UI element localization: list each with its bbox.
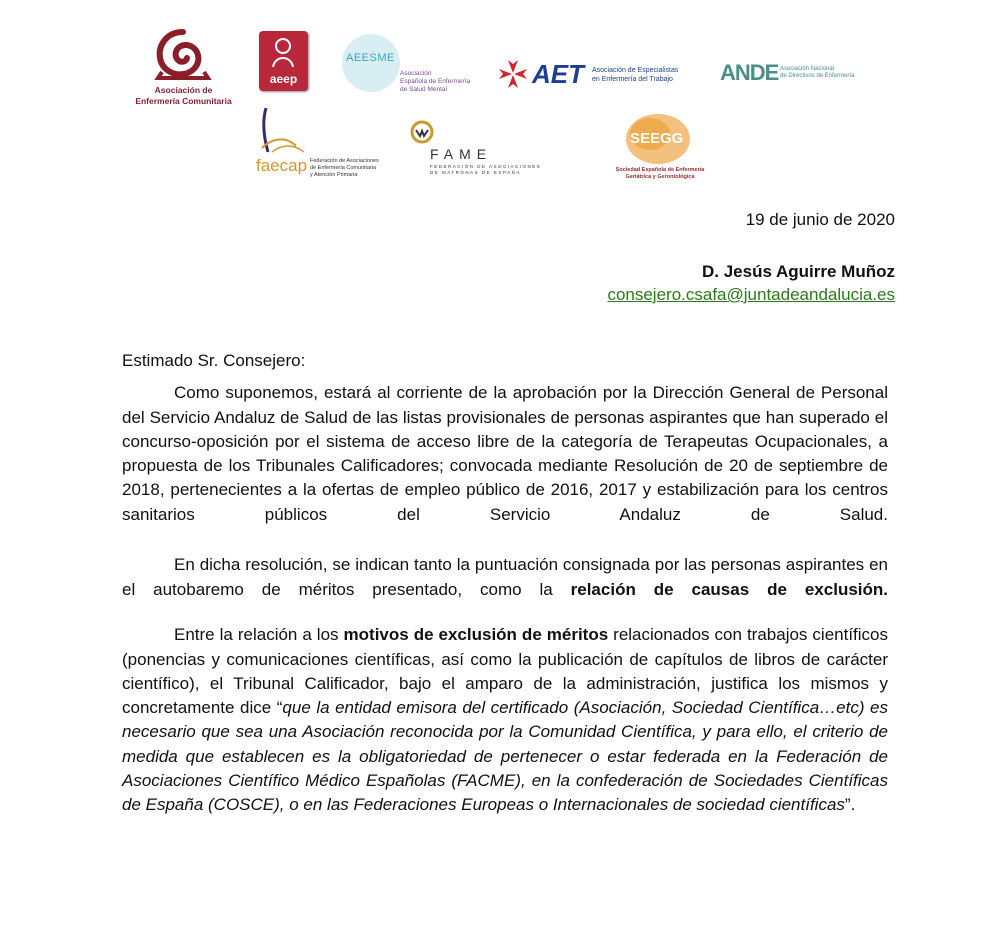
faecap-name: faecap xyxy=(256,156,308,175)
paragraph-3-text-a: Entre la relación a los xyxy=(174,625,344,645)
recipient-email-link[interactable]: consejero.csafa@juntadeandalucia.es xyxy=(607,285,895,304)
logo-aeesme xyxy=(340,32,480,94)
paragraph-1 xyxy=(122,381,888,541)
paragraph-2 xyxy=(122,553,888,611)
fame-line2: DE MATRONAS DE ESPAÑA xyxy=(430,170,521,175)
aet-name: AET xyxy=(532,59,584,89)
paragraph-3 xyxy=(122,623,888,817)
aec-line1: Asociación de xyxy=(154,85,213,95)
logo-faecap xyxy=(252,108,382,188)
ande-line2: de Directivos de Enfermería xyxy=(780,73,855,79)
aeep-child-icon xyxy=(259,33,308,73)
paragraph-2-bold: relación de causas de exclusión. xyxy=(570,579,888,599)
paragraph-1-text: Como suponemos, estará al corriente de la aprobación por la Dirección General de Personal del Servicio Andaluz de Salud de las listas provisionales de personas aspirantes que han superado el concurso-oposición por el sistema de acceso libre de la categoría de Terapeutas Ocupacionales, a propuesta de los Tribunales Calificadores; convocada mediante Resolución de 20 de septiembre de 2018, pertenecientes a la ofertas de empleo público de 2016, 2017 y estabilización para los centros sanitarios públicos del Servicio Andaluz de Salud. xyxy=(122,383,888,524)
ande-name: ANDE xyxy=(720,60,779,85)
seegg-line1: Sociedad Española de Enfermería xyxy=(615,167,705,173)
letter-date: 19 de junio de 2020 xyxy=(745,210,895,229)
recipient-name: D. Jesús Aguirre Muñoz xyxy=(701,262,895,281)
fame-line1: FEDERACIÓN DE ASOCIACIONES xyxy=(430,164,542,169)
logo-ande xyxy=(720,60,860,90)
paragraph-3-text-c: relacionados con trabajos científicos (ponencias y comunicaciones científicas, así como la publicación de capítulos de libros de carácter científico), el Tribunal Calificador, bajo el amparo de la administración, justifica los mismos y concretamente dice “ xyxy=(122,625,888,718)
recipient-block xyxy=(607,260,895,306)
aeesme-line2: Española de Enfermería xyxy=(400,78,471,85)
paragraph-3-quote: que la entidad emisora del certificado (Asociación, Sociedad Científica…etc) es necesario que sea una Asociación reconocida por la Comunidad Científica, y para ello, el criterio de medida que establecen es la obligatoriedad de pertenecer o estar federada en la Federación de Asociaciones Científico Médico Españolas (FACME), en la confederación de Sociedades Científicas de España (COSCE), o en las Federaciones Europeas o Internacionales de sociedad científicas xyxy=(122,698,888,815)
fame-emblem-icon xyxy=(410,120,434,144)
seegg-line2: Geriátrica y Gerontológica xyxy=(625,174,695,180)
aeesme-line3: de Salud Mental xyxy=(400,86,447,93)
faecap-line2: de Enfermería Comunitaria xyxy=(310,165,377,171)
logo-seegg xyxy=(610,112,720,184)
maltese-cross-icon xyxy=(497,58,529,90)
paragraph-3-bold: motivos de exclusión de méritos xyxy=(343,625,609,645)
letter-body xyxy=(122,349,888,830)
aet-line1: Asociación de Especialistas xyxy=(592,67,679,74)
logo-aet xyxy=(497,58,697,94)
quill-icon xyxy=(252,108,312,163)
aeesme-line1: Asociación xyxy=(400,70,432,77)
aet-line2: en Enfermería del Trabajo xyxy=(592,76,673,83)
paragraph-2-text: En dicha resolución, se indican tanto la puntuación consignada por las personas aspirantes en el autobaremo de méritos presentado, como la xyxy=(122,555,888,599)
faecap-line1: Federación de Asociaciones xyxy=(310,158,379,164)
seegg-name: SEEGG xyxy=(630,130,684,147)
logo-fame xyxy=(410,120,540,175)
logo-aeep xyxy=(259,31,308,91)
aec-spiral-icon xyxy=(128,28,238,80)
fame-name: FAME xyxy=(430,146,493,162)
aec-line2: Enfermería Comunitaria xyxy=(135,96,232,106)
faecap-line3: y Atención Primaria xyxy=(310,172,358,178)
aeesme-name: AEESME xyxy=(346,52,395,64)
ande-line1: Asociación Nacional xyxy=(780,66,835,72)
logo-aec xyxy=(128,28,238,110)
paragraph-3-text-e: ”. xyxy=(844,795,856,815)
aeep-name: aeep xyxy=(269,72,298,86)
salutation: Estimado Sr. Consejero: xyxy=(122,351,306,370)
